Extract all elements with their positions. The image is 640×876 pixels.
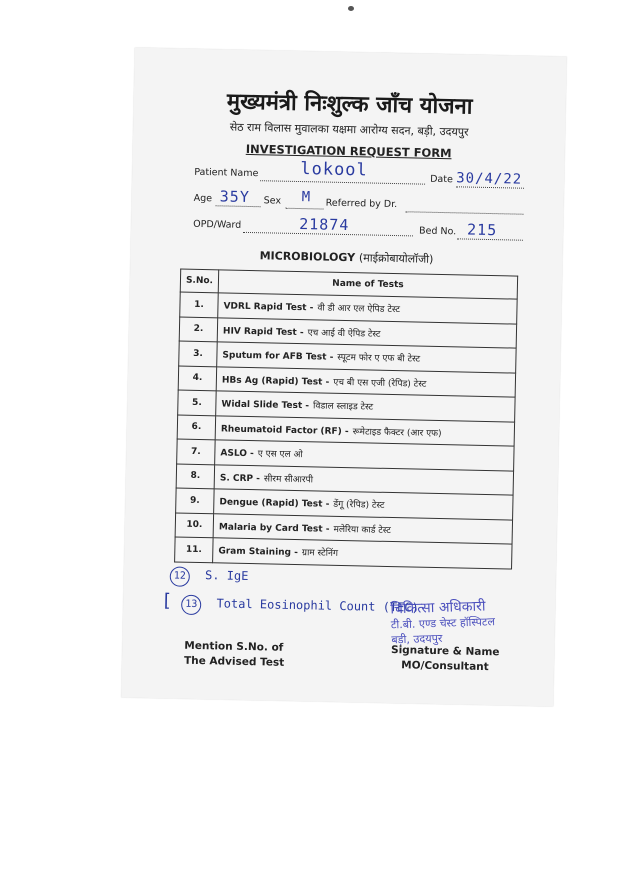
test-english: Gram Staining -: [218, 546, 299, 559]
date-value: 30/4/22: [456, 170, 523, 188]
row-sno: 4.: [178, 366, 217, 391]
sex-line: [286, 207, 324, 210]
table-header-sno: S.No.: [180, 269, 219, 293]
row-sno: 6.: [177, 415, 216, 440]
table-header-test: Name of Tests: [218, 270, 517, 299]
row-sno: 11.: [175, 537, 214, 562]
row-sno: 2.: [179, 317, 218, 342]
test-english: Malaria by Card Test -: [218, 522, 330, 535]
test-hindi: एच बी एस एजी (रेपिड) टेस्ट: [333, 377, 427, 390]
investigation-form-paper: [121, 48, 567, 707]
test-english: VDRL Rapid Test -: [223, 301, 314, 314]
opd-value: 21874: [299, 215, 350, 235]
stamp-line-1: चिकित्सा अधिकारी: [390, 598, 486, 618]
test-english: Rheumatoid Factor (RF) -: [220, 424, 349, 437]
date-label: Date: [430, 173, 453, 186]
test-hindi: ग्राम स्टेनिंग: [301, 548, 339, 560]
test-english: Sputum for AFB Test -: [222, 350, 334, 364]
bed-value: 215: [466, 220, 498, 240]
test-english: HBs Ag (Rapid) Test -: [221, 375, 330, 388]
test-english: Widal Slide Test -: [221, 399, 310, 412]
patient-name-value: lokool: [300, 159, 368, 181]
test-hindi: विडाल स्लाइड टेस्ट: [312, 401, 374, 413]
item-13-number: 13: [181, 595, 201, 615]
scan-speck: [348, 6, 354, 11]
section-title-hindi: (माईक्रोबायोलॉजी): [358, 251, 434, 266]
test-english: Dengue (Rapid) Test -: [219, 497, 330, 510]
test-hindi: एच आई वी ऐपिड टेस्ट: [307, 327, 381, 340]
section-title-english: MICROBIOLOGY: [259, 249, 356, 265]
test-hindi: स्पूटम फोर ए एफ बी टेस्ट: [337, 353, 421, 365]
bed-label: Bed No.: [418, 225, 457, 238]
row-sno: 7.: [177, 439, 216, 464]
row-test-name: [213, 538, 512, 569]
stamp-line-2: टी.बी. एण्ड चेस्ट हॉस्पिटल: [390, 615, 496, 632]
section-title: [130, 246, 562, 270]
test-english: HIV Rapid Test -: [222, 326, 304, 338]
item-13-text: Total Eosinophil Count (TEC): [216, 596, 419, 615]
row-sno: 9.: [176, 488, 215, 513]
row-sno: 3.: [179, 341, 218, 366]
test-hindi: ए एस एल ओ: [257, 449, 303, 461]
mention-line-1: Mention S.No. of: [184, 639, 284, 654]
mention-line-2: The Advised Test: [183, 654, 285, 669]
sex-value: M: [301, 189, 312, 206]
form-header-title: मुख्यमंत्री निःशुल्क जाँच योजना: [226, 88, 473, 120]
bracket-mark: [: [161, 590, 173, 612]
test-hindi: वी डी आर एल ऐपिड टेस्ट: [317, 303, 401, 316]
form-title: INVESTIGATION REQUEST FORM: [245, 141, 452, 161]
signature-line-2: MO/Consultant: [401, 659, 489, 674]
referred-by-line: [405, 210, 523, 214]
signature-block: [390, 643, 501, 675]
official-stamp: [390, 598, 521, 647]
test-hindi: मलेरिया कार्ड टेस्ट: [333, 524, 391, 536]
item-12-number: 12: [170, 566, 190, 586]
age-label: Age: [193, 192, 213, 205]
handwritten-item-13: [161, 590, 419, 619]
signature-line-1: Signature & Name: [390, 644, 500, 659]
item-12-text: S. IgE: [204, 568, 249, 584]
row-sno: 10.: [175, 513, 214, 538]
stamp-line-3: बड़ी, उदयपुर: [391, 631, 443, 647]
opd-label: OPD/Ward: [193, 218, 242, 231]
sex-label: Sex: [263, 195, 282, 207]
test-hindi: सीरम सीआरपी: [263, 474, 314, 486]
tests-table: [174, 269, 518, 570]
test-hindi: डेंगू (रेपिड) टेस्ट: [333, 500, 385, 512]
handwritten-item-12: [170, 566, 249, 588]
test-hindi: रूमेटाइड फैक्टर (आर एफ): [352, 426, 442, 439]
age-value: 35Y: [219, 187, 251, 206]
patient-name-label: Patient Name: [194, 166, 259, 180]
row-sno: 1.: [180, 292, 219, 317]
patient-name-line: [260, 179, 425, 184]
mention-note: [184, 639, 285, 671]
row-sno: 5.: [178, 390, 217, 415]
form-header-subtitle: सेठ राम विलास मुवालका यक्षमा आरोग्य सदन, बड़ी, उदयपुर: [229, 120, 469, 139]
referred-by-label: Referred by Dr.: [325, 197, 398, 211]
test-english: S. CRP -: [219, 473, 261, 485]
test-english: ASLO -: [220, 448, 254, 460]
row-sno: 8.: [176, 464, 215, 489]
